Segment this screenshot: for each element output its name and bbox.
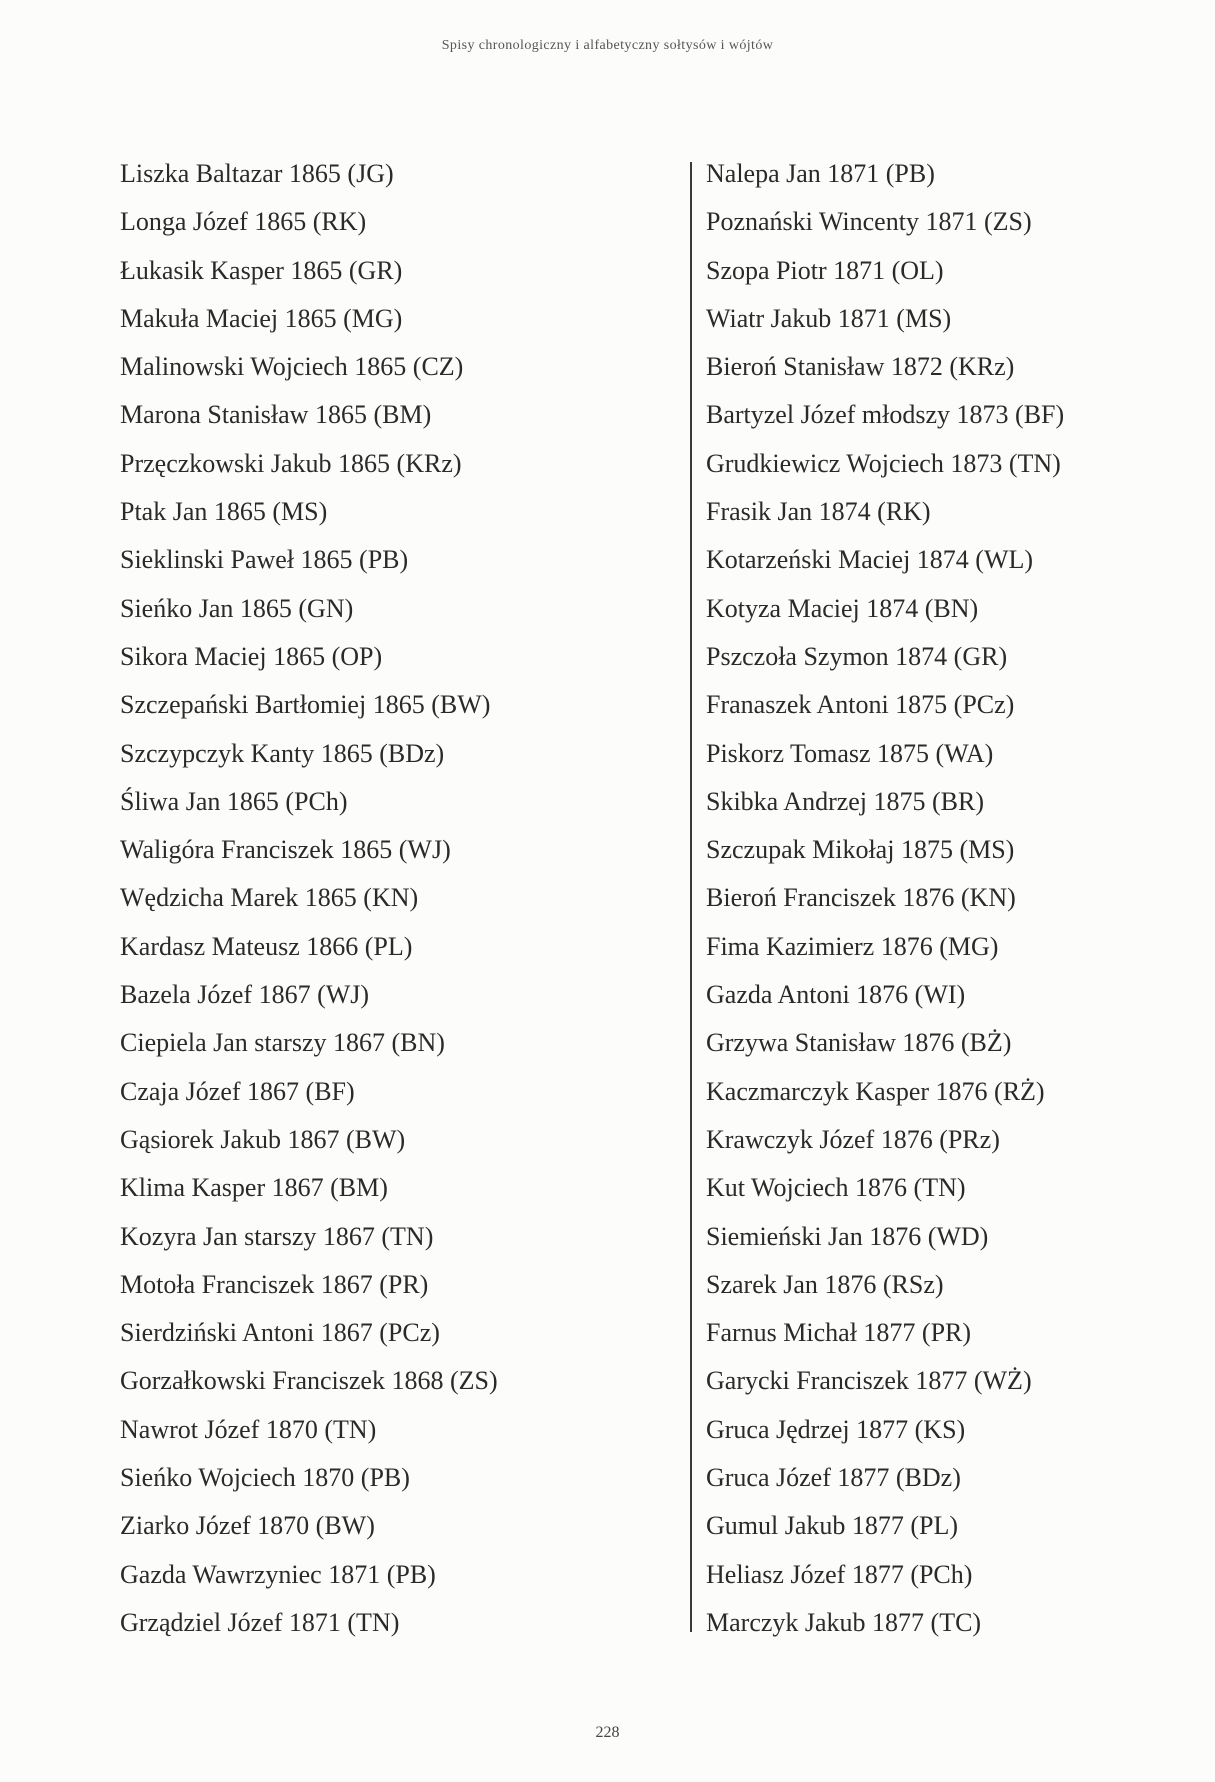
left-column-list (120, 150, 680, 1647)
list-item: Krawczyk Józef 1876 (PRz) (706, 1124, 1000, 1154)
list-item: Kut Wojciech 1876 (TN) (706, 1173, 966, 1203)
list-item: Wędzicha Marek 1865 (KN) (120, 883, 419, 913)
list-item: Frasik Jan 1874 (RK) (706, 497, 931, 527)
list-item: Kozyra Jan starszy 1867 (TN) (120, 1221, 434, 1251)
list-item: Czaja Józef 1867 (BF) (120, 1076, 355, 1106)
list-item: Klima Kasper 1867 (BM) (120, 1173, 388, 1203)
list-item: Sikora Maciej 1865 (OP) (120, 641, 383, 671)
list-item: Bieroń Franciszek 1876 (KN) (706, 883, 1016, 913)
list-item: Marona Stanisław 1865 (BM) (120, 400, 432, 430)
list-item: Skibka Andrzej 1875 (BR) (706, 786, 985, 816)
list-item: Przęczkowski Jakub 1865 (KRz) (120, 448, 462, 478)
page-number: 228 (595, 1724, 620, 1741)
list-item: Ptak Jan 1865 (MS) (120, 497, 328, 527)
list-item: Liszka Baltazar 1865 (JG) (120, 159, 394, 188)
list-item: Szczypczyk Kanty 1865 (BDz) (120, 738, 445, 768)
list-item: Szarek Jan 1876 (RSz) (706, 1269, 944, 1299)
running-head: Spisy chronologiczny i alfabetyczny sołtysów i wójtów (441, 38, 774, 53)
list-item: Gumul Jakub 1877 (PL) (706, 1511, 959, 1541)
list-item: Nawrot Józef 1870 (TN) (120, 1414, 377, 1444)
list-item: Bieroń Stanisław 1872 (KRz) (706, 352, 1015, 382)
list-item: Franaszek Antoni 1875 (PCz) (706, 690, 1015, 720)
list-item: Łukasik Kasper 1865 (GR) (120, 255, 403, 285)
list-item: Siemieński Jan 1876 (WD) (706, 1221, 989, 1251)
list-item: Kotyza Maciej 1874 (BN) (706, 593, 979, 623)
list-item: Bazela Józef 1867 (WJ) (120, 980, 370, 1010)
list-item: Gąsiorek Jakub 1867 (BW) (120, 1124, 406, 1154)
list-item: Kotarzeński Maciej 1874 (WL) (706, 545, 1034, 575)
right-column-list (706, 150, 1206, 1647)
list-item: Wiatr Jakub 1871 (MS) (706, 303, 952, 333)
list-item: Śliwa Jan 1865 (PCh) (120, 786, 348, 816)
list-item: Marczyk Jakub 1877 (TC) (706, 1607, 982, 1637)
list-item: Motoła Franciszek 1867 (PR) (120, 1269, 429, 1299)
list-item: Grudkiewicz Wojciech 1873 (TN) (706, 448, 1061, 478)
list-item: Szczupak Mikołaj 1875 (MS) (706, 835, 1015, 865)
list-item: Grządziel Józef 1871 (TN) (120, 1607, 400, 1637)
list-item: Gruca Józef 1877 (BDz) (706, 1463, 961, 1493)
list-item: Gazda Wawrzyniec 1871 (PB) (120, 1559, 436, 1589)
list-item: Garycki Franciszek 1877 (WŻ) (706, 1366, 1032, 1396)
list-item: Farnus Michał 1877 (PR) (706, 1318, 972, 1348)
list-item: Grzywa Stanisław 1876 (BŻ) (706, 1028, 1012, 1058)
list-item: Nalepa Jan 1871 (PB) (706, 159, 935, 188)
list-item: Kaczmarczyk Kasper 1876 (RŻ) (706, 1076, 1045, 1106)
list-item: Szczepański Bartłomiej 1865 (BW) (120, 690, 491, 720)
list-item: Pszczoła Szymon 1874 (GR) (706, 641, 1008, 671)
column-divider (690, 162, 692, 1632)
list-item: Sieńko Jan 1865 (GN) (120, 593, 354, 623)
list-item: Malinowski Wojciech 1865 (CZ) (120, 352, 464, 382)
list-item: Gorzałkowski Franciszek 1868 (ZS) (120, 1366, 498, 1396)
list-item: Makuła Maciej 1865 (MG) (120, 303, 403, 333)
list-item: Gazda Antoni 1876 (WI) (706, 980, 966, 1010)
list-item: Bartyzel Józef młodszy 1873 (BF) (706, 400, 1065, 430)
list-item: Heliasz Józef 1877 (PCh) (706, 1559, 973, 1589)
list-item: Fima Kazimierz 1876 (MG) (706, 931, 999, 961)
list-item: Ciepiela Jan starszy 1867 (BN) (120, 1028, 445, 1058)
list-item: Poznański Wincenty 1871 (ZS) (706, 207, 1032, 237)
list-item: Piskorz Tomasz 1875 (WA) (706, 738, 994, 768)
list-item: Kardasz Mateusz 1866 (PL) (120, 931, 413, 961)
list-item: Sierdziński Antoni 1867 (PCz) (120, 1318, 440, 1348)
list-item: Ziarko Józef 1870 (BW) (120, 1511, 375, 1541)
list-item: Sieklinski Paweł 1865 (PB) (120, 545, 409, 575)
list-item: Szopa Piotr 1871 (OL) (706, 255, 944, 285)
list-item: Longa Józef 1865 (RK) (120, 207, 367, 237)
list-item: Waligóra Franciszek 1865 (WJ) (120, 835, 451, 865)
list-item: Sieńko Wojciech 1870 (PB) (120, 1463, 410, 1493)
list-item: Gruca Jędrzej 1877 (KS) (706, 1414, 966, 1444)
